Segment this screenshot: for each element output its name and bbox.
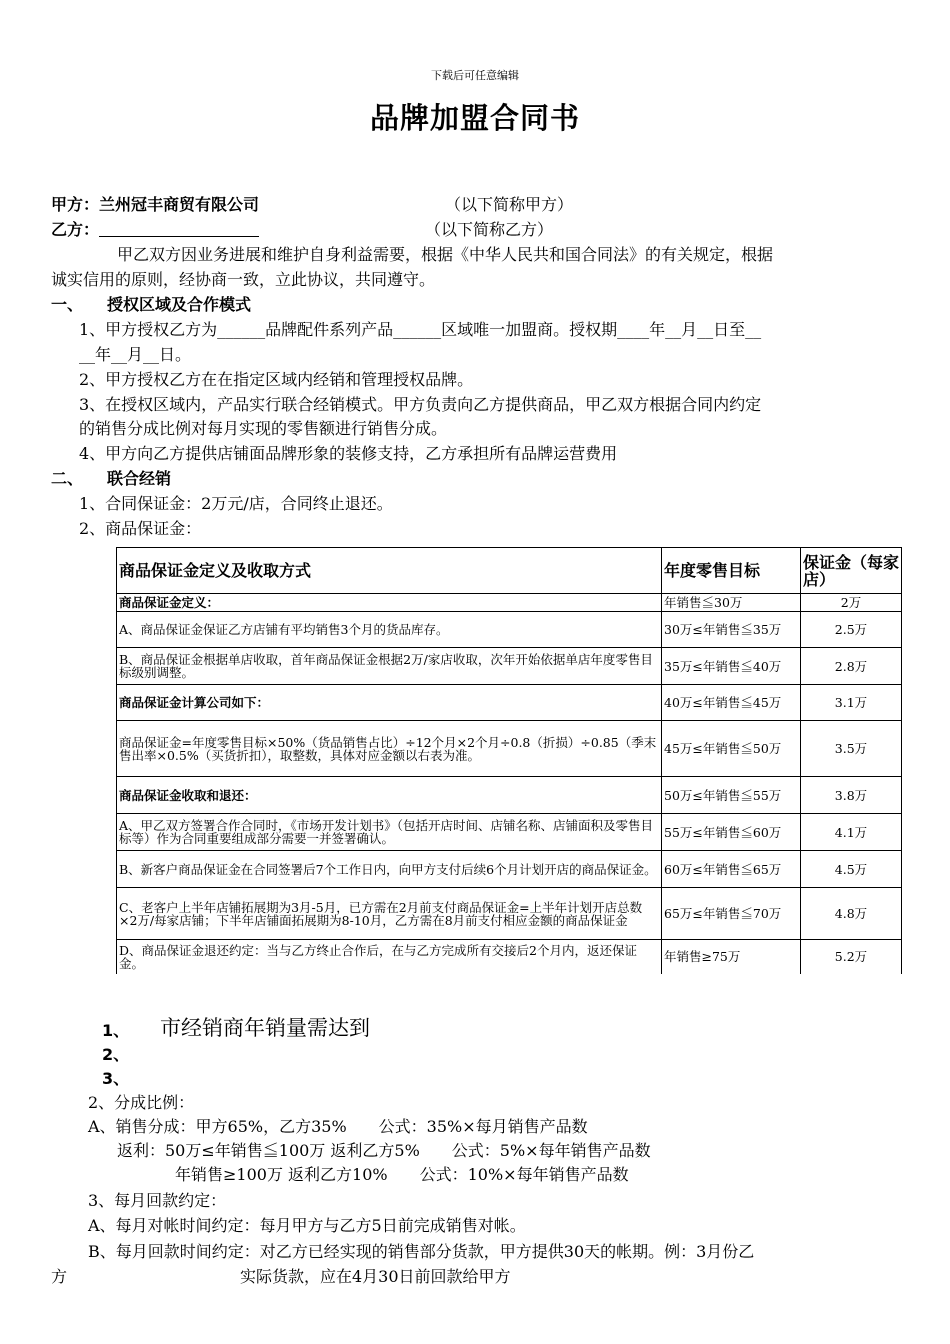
table-header-target: 年度零售目标 [662,548,801,594]
party-a-name: 兰州冠丰商贸有限公司 [99,195,260,214]
table-header-row [117,548,902,594]
table-row [117,940,902,974]
sales-list-num-1: 1、 [102,1021,130,1040]
row-deposit: 3.8万 [801,777,902,814]
row-text: C、老客户上半年店铺拓展期为3月-5月，已方需在2月前支付商品保证金=上半年计划开店总数×2万/每家店铺；下半年店铺面拓展期为8-10月，乙方需在8月前支付相应金额的商品保证金 [117,888,662,940]
row-deposit: 5.2万 [801,940,902,974]
section1-line-5: 的销售分成比例对每月实现的零售额进行销售分成。 [79,419,448,438]
party-b-note: （以下简称乙方） [425,220,554,239]
share-heading: 2、分成比例： [88,1093,195,1112]
share-line-c: 年销售≥100万 返利乙方10% 公式：10%×每年销售产品数 [175,1165,629,1184]
row-target: 30万≤年销售≦35万 [662,612,801,648]
row-target: 65万≤年销售≦70万 [662,888,801,940]
party-a-row [51,192,259,215]
row-deposit: 4.8万 [801,888,902,940]
share-line-b: 返利：50万≤年销售≦100万 返利乙方5% 公式：5%×每年销售产品数 [117,1141,651,1160]
section1-title: 授权区域及合作模式 [107,295,252,314]
payment-line-c2: 实际货款，应在4月30日前回款给甲方 [240,1267,511,1286]
row-target: 45万≤年销售≦50万 [662,721,801,777]
row-deposit: 3.1万 [801,685,902,721]
party-b-row [51,217,259,240]
intro-line-1: 甲乙双方因业务进展和维护自身利益需要，根据《中华人民共和国合同法》的有关规定，根据 [117,245,774,264]
table-row [117,888,902,940]
table-header-definition: 商品保证金定义及收取方式 [117,548,662,594]
row-target: 50万≤年销售≦55万 [662,777,801,814]
deposit-table [116,547,902,974]
row-text: B、商品保证金根据单店收取，首年商品保证金根据2万/家店收取，次年开始依据单店年度零售目标级别调整。 [117,648,662,685]
row-text: D、商品保证金退还约定：当与乙方终止合作后，在与乙方完成所有交接后2个月内，返还保证金。 [117,940,662,974]
party-a-note: （以下简称甲方） [445,195,574,214]
table-row [117,721,902,777]
table-row [117,648,902,685]
intro-line-2: 诚实信用的原则，经协商一致，立此协议，共同遵守。 [51,270,436,289]
row-text: 商品保证金定义： [117,594,662,612]
row-deposit: 2.5万 [801,612,902,648]
section1-line-2: __年__月__日。 [79,345,192,364]
section1-line-4: 3、在授权区域内，产品实行联合经销模式。甲方负责向乙方提供商品，甲乙双方根据合同内约定 [79,395,762,414]
row-deposit: 3.5万 [801,721,902,777]
row-target: 55万≤年销售≦60万 [662,814,801,851]
table-header-deposit: 保证金（每家店） [801,548,902,594]
payment-heading: 3、每月回款约定： [88,1191,227,1210]
row-text: 商品保证金计算公司如下： [117,685,662,721]
table-row [117,851,902,888]
row-deposit: 4.1万 [801,814,902,851]
payment-line-a: A、每月对帐时间约定：每月甲方与乙方5日前完成销售对帐。 [88,1216,526,1235]
party-b-name-blank [99,221,259,237]
sales-list-num-3: 3、 [102,1069,130,1088]
row-target: 年销售≥75万 [662,940,801,974]
section2-number: 二、 [51,469,84,488]
section2-line-1: 1、合同保证金：2万元/店，合同终止退还。 [79,494,393,513]
sales-list-num-2: 2、 [102,1045,130,1064]
section1-line-3: 2、甲方授权乙方在在指定区域内经销和管理授权品牌。 [79,370,474,389]
row-deposit: 4.5万 [801,851,902,888]
row-text: 商品保证金=年度零售目标×50%（货品销售占比）÷12个月×2个月÷0.8（折损）÷0.85（季末售出率×0.5%（买货折扣），取整数，具体对应金额以右表为准。 [117,721,662,777]
table-row [117,685,902,721]
row-target: 40万≤年销售≦45万 [662,685,801,721]
party-a-label: 甲方： [51,195,100,214]
row-text: B、新客户商品保证金在合同签署后7个工作日内，向甲方支付后续6个月计划开店的商品保证金。 [117,851,662,888]
row-deposit: 2万 [801,594,902,612]
table-row [117,612,902,648]
section2-title: 联合经销 [107,469,172,488]
header-note: 下载后可任意编辑 [431,69,519,82]
section1-line-1: 1、甲方授权乙方为______品牌配件系列产品______区域唯一加盟商。授权期____年__月__日至__ [79,320,762,339]
row-deposit: 2.8万 [801,648,902,685]
section1-line-6: 4、甲方向乙方提供店铺面品牌形象的装修支持，乙方承担所有品牌运营费用 [79,444,618,463]
share-line-a: A、销售分成：甲方65%，乙方35% 公式：35%×每月销售产品数 [88,1117,588,1136]
payment-line-b: B、每月回款时间约定：对乙方已经实现的销售部分货款，甲方提供30天的帐期。例：3月份乙 [88,1242,755,1261]
sales-list-text-1: 市经销商年销量需达到 [160,1016,370,1040]
section2-line-2: 2、商品保证金： [79,519,202,538]
row-text: 商品保证金收取和退还： [117,777,662,814]
row-target: 60万≤年销售≦65万 [662,851,801,888]
row-target: 年销售≦30万 [662,594,801,612]
payment-line-c1: 方 [51,1267,68,1286]
row-target: 35万≤年销售≦40万 [662,648,801,685]
section1-number: 一、 [51,295,84,314]
table-row [117,777,902,814]
row-text: A、甲乙双方签署合作合同时，《市场开发计划书》（包括开店时间、店铺名称、店铺面积及零售目标等）作为合同重要组成部分需要一并签署确认。 [117,814,662,851]
table-row [117,594,902,612]
row-text: A、商品保证金保证乙方店铺有平均销售3个月的货品库存。 [117,612,662,648]
party-b-label: 乙方： [51,220,100,239]
contract-title: 品牌加盟合同书 [369,101,580,135]
table-row [117,814,902,851]
